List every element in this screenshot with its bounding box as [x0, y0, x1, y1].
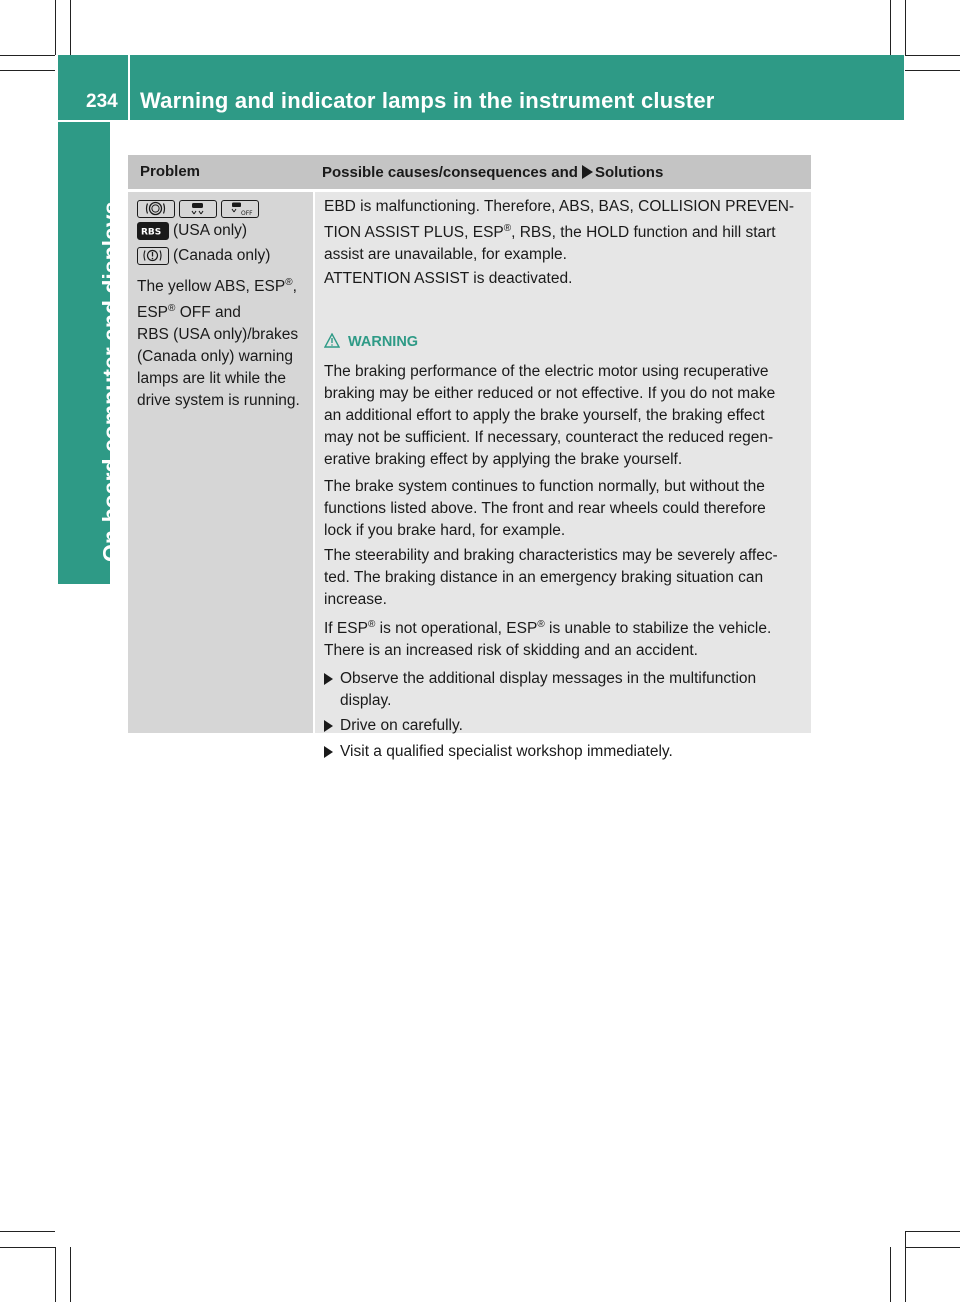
action-arrow-icon — [324, 673, 333, 685]
registered-mark: ® — [285, 277, 293, 288]
text-line: assist are unavailable, for example. — [324, 246, 567, 264]
crop-mark — [905, 0, 906, 55]
crop-mark — [55, 0, 56, 55]
crop-mark — [905, 70, 960, 71]
crop-mark — [0, 70, 55, 71]
crop-mark — [905, 1231, 906, 1302]
warning-paragraph-1 — [324, 361, 802, 471]
action-arrow-icon — [324, 720, 333, 732]
text-line: EBD is malfunctioning. Therefore, ABS, BAS, COLLISION PREVEN- — [324, 198, 795, 215]
warning-paragraph-2 — [324, 476, 802, 542]
crop-mark — [0, 55, 55, 56]
running-head: Warning and indicator lamps in the instrument cluster — [140, 88, 715, 113]
crop-mark — [55, 1247, 56, 1302]
problem-line: ESP — [137, 304, 169, 322]
problem-line: drive system is running. — [137, 392, 300, 410]
cause-paragraph-1 — [324, 196, 802, 266]
brake-note: (Canada only) — [173, 247, 271, 264]
rbs-lamp-icon — [137, 222, 169, 240]
crop-mark — [70, 1247, 71, 1302]
text-line: is unable to stabilize the vehicle. — [544, 620, 772, 638]
problem-line: The yellow ABS, ESP — [137, 278, 286, 296]
text-line: an additional effort to apply the brake yourself, the braking effect — [324, 407, 765, 424]
action-arrow-icon — [582, 165, 593, 179]
crop-mark — [70, 0, 71, 55]
text-line: display. — [340, 692, 392, 709]
warning-paragraph-4 — [324, 614, 802, 640]
text-line: Observe the additional display messages in the multifunction — [340, 670, 757, 687]
action-step — [324, 741, 794, 763]
svg-text:OFF: OFF — [241, 209, 253, 216]
column-header-causes — [322, 164, 663, 181]
problem-line-suffix: OFF and — [175, 304, 241, 322]
problem-line: lamps are lit while the — [137, 370, 287, 388]
problem-cell — [128, 192, 313, 733]
table-header-row — [128, 155, 811, 189]
registered-mark: ® — [367, 619, 376, 630]
warning-paragraph-3 — [324, 545, 802, 611]
page-number: 234 — [86, 91, 118, 112]
causes-cell — [315, 192, 811, 760]
text-line: is not operational, ESP — [375, 620, 538, 638]
text-line: Drive on carefully. — [340, 717, 463, 734]
brake-lamp-icon — [137, 247, 169, 265]
text-line: functions listed above. The front and rear wheels could therefore — [324, 500, 766, 517]
problem-line-suffix: , — [292, 278, 297, 296]
text-line: If ESP — [324, 620, 368, 638]
problem-line: (Canada only) warning — [137, 348, 293, 366]
text-line: Visit a qualified specialist workshop immediately. — [340, 743, 673, 760]
warning-heading — [324, 333, 418, 350]
warning-icons-row — [137, 198, 263, 220]
warning-paragraph-5: There is an increased risk of skidding and an accident. — [324, 642, 698, 659]
cause-paragraph-2: ATTENTION ASSIST is deactivated. — [324, 270, 573, 287]
header-divider — [128, 55, 130, 120]
action-step — [324, 668, 794, 712]
text-line: erative braking effect by applying the brake yourself. — [324, 451, 683, 468]
column-header-problem: Problem — [140, 163, 201, 180]
text-line: The steerability and braking characteristics may be severely affec- — [324, 547, 778, 564]
warning-triangle-icon — [324, 333, 340, 348]
esp-lamp-icon — [179, 200, 217, 218]
crop-mark — [905, 1247, 960, 1248]
text-line: braking may be either reduced or not effective. If you do not make — [324, 385, 776, 402]
text-line: TION ASSIST PLUS, ESP — [324, 224, 504, 242]
svg-text:RBS: RBS — [141, 227, 162, 238]
text-line: The braking performance of the electric motor using recuperative — [324, 363, 769, 380]
crop-mark — [890, 1247, 891, 1302]
crop-mark — [905, 55, 960, 56]
side-tab-label: On-board computer and displays — [98, 201, 124, 562]
column-header-solutions-text: Solutions — [594, 164, 664, 181]
action-arrow-icon — [324, 746, 333, 758]
crop-mark — [905, 1231, 960, 1232]
crop-mark — [0, 1231, 55, 1232]
rbs-lamp-line — [137, 220, 247, 242]
text-line: may not be sufficient. If necessary, counteract the reduced regen- — [324, 429, 774, 446]
abs-lamp-icon — [137, 200, 175, 218]
column-header-causes-text: Possible causes/consequences and — [322, 164, 578, 181]
rbs-note: (USA only) — [173, 222, 248, 239]
lamp-table — [128, 155, 811, 760]
text-line: increase. — [324, 591, 387, 608]
registered-mark: ® — [168, 303, 176, 315]
registered-mark: ® — [537, 619, 545, 630]
text-line: ted. The braking distance in an emergency braking situation can — [324, 569, 764, 586]
registered-mark: ® — [503, 223, 512, 234]
crop-mark — [890, 0, 891, 55]
text-line: , RBS, the HOLD function and hill start — [511, 224, 776, 242]
crop-mark — [0, 1247, 55, 1248]
brake-lamp-line — [137, 245, 270, 267]
problem-description — [137, 272, 309, 412]
action-step — [324, 715, 794, 737]
warning-label: WARNING — [348, 334, 419, 350]
text-line: The brake system continues to function normally, but without the — [324, 478, 765, 495]
problem-line: RBS (USA only)/brakes — [137, 326, 299, 344]
esp-off-lamp-icon — [221, 200, 259, 218]
text-line: lock if you brake hard, for example. — [324, 522, 566, 539]
